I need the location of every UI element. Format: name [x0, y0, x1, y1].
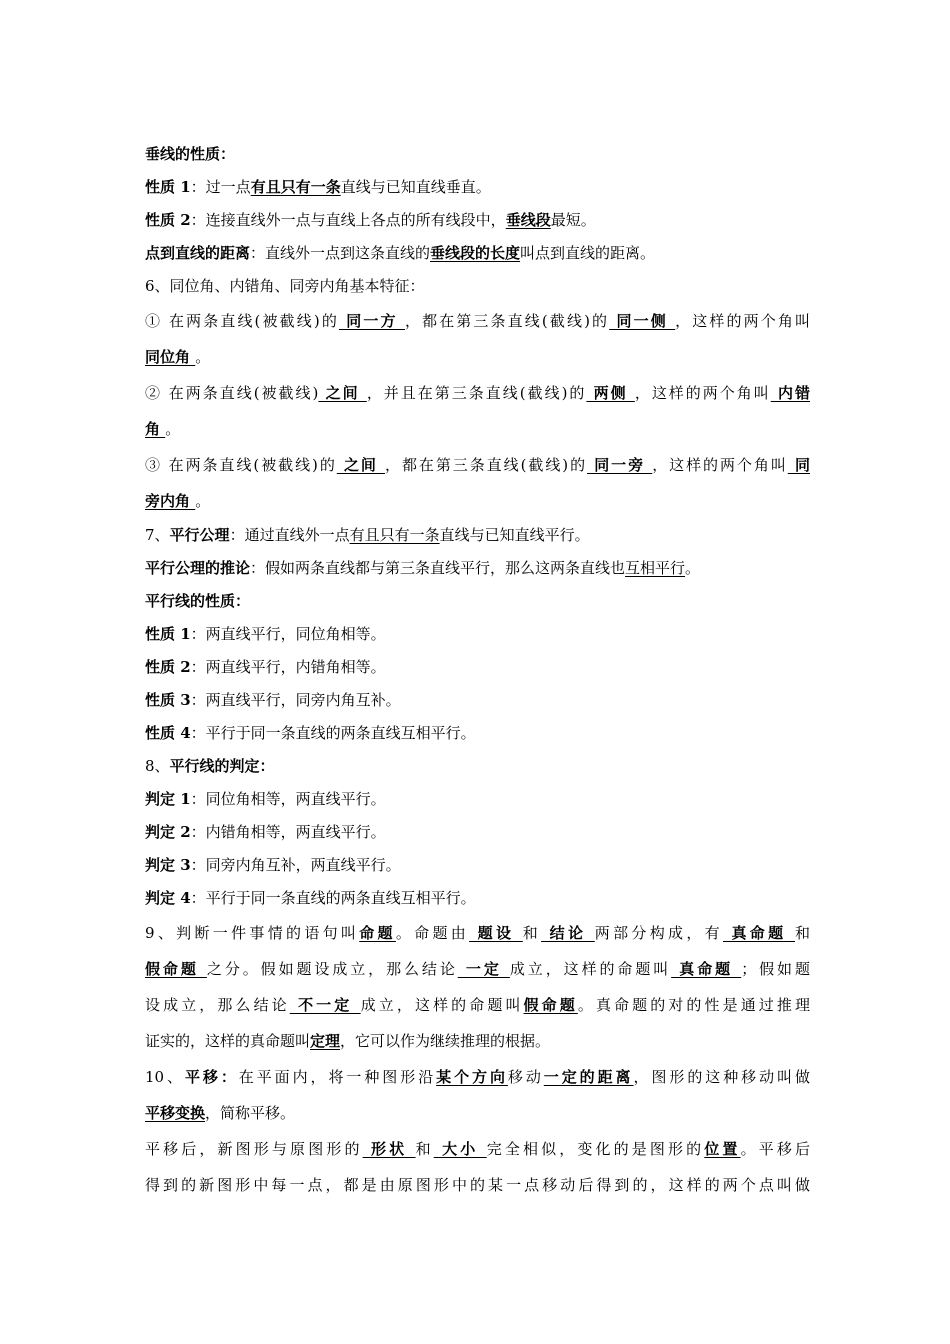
text-line: [145, 1095, 810, 1131]
emphasized-text: 平行线的性质：: [145, 592, 251, 610]
emphasized-text: 之间: [318, 384, 367, 402]
emphasized-text: 不一定: [289, 996, 361, 1014]
emphasized-text: 点到直线的距离: [145, 244, 251, 262]
text-segment: ：内错角相等，两直线平行。: [190, 823, 386, 841]
text-segment: 8、: [145, 757, 170, 775]
emphasized-text: 判定 1: [145, 790, 191, 808]
text-line: [145, 915, 810, 951]
emphasized-text: 判定 3: [145, 856, 191, 874]
text-segment: 和: [522, 924, 542, 942]
text-segment: 设成立，那么结论: [145, 996, 290, 1014]
text-segment: 。: [195, 348, 211, 366]
emphasized-text: 性质 2: [145, 658, 191, 676]
text-line: [145, 375, 810, 411]
emphasized-text: 同一方: [338, 312, 405, 330]
text-line: [145, 519, 810, 552]
emphasized-text: 同位角: [145, 348, 196, 366]
text-segment: ，简称平移。: [205, 1104, 296, 1122]
text-segment: 直线与已知直线平行。: [439, 526, 590, 544]
emphasized-text: 平行公理: [169, 526, 230, 544]
text-segment: ：同位角相等，两直线平行。: [190, 790, 386, 808]
text-segment: 成立，这样的命题叫: [509, 960, 672, 978]
text-segment: 9、判断一件事情的语句叫: [145, 924, 360, 942]
emphasized-text: 真命题: [671, 960, 742, 978]
text-line: [145, 411, 810, 447]
text-line: [145, 882, 810, 915]
emphasized-text: 真命题: [722, 924, 795, 942]
emphasized-text: 性质 3: [145, 691, 191, 709]
text-segment: 。真命题的对的性是通过推理: [577, 996, 810, 1014]
text-line: [145, 303, 810, 339]
text-segment: 得到的新图形中每一点，都是由原图形中的某一点移动后得到的，这样的两个点叫做: [145, 1176, 810, 1194]
emphasized-text: 假命题: [145, 960, 207, 978]
text-segment: 。: [165, 420, 181, 438]
text-line: [145, 849, 810, 882]
emphasized-text: 定理: [310, 1032, 341, 1050]
text-segment: ，这样的两个角叫: [652, 456, 788, 474]
text-segment: 平移后，新图形与原图形的: [145, 1140, 363, 1158]
emphasized-text: 垂线的性质：: [145, 145, 236, 163]
text-segment: ：假如两条直线都与第三条直线平行，那么这两条直线也: [250, 559, 626, 577]
text-segment: 最短。: [550, 211, 596, 229]
text-segment: ：同旁内角互补，两直线平行。: [190, 856, 401, 874]
emphasized-text: 假命题: [523, 996, 578, 1014]
text-segment: ，都在第三条直线(截线)的: [404, 312, 610, 330]
document-body: [145, 138, 810, 1203]
text-line: [145, 750, 810, 783]
text-segment: ，这样的两个角叫: [634, 384, 771, 402]
emphasized-text: 有且只有一条: [250, 178, 341, 196]
emphasized-text: 之间: [336, 456, 386, 474]
text-line: [145, 339, 810, 375]
text-segment: 两部分构成，有: [594, 924, 723, 942]
text-segment: 证实的，这样的真命题叫: [145, 1032, 311, 1050]
text-segment: 。: [685, 559, 701, 577]
text-line: [145, 552, 810, 585]
emphasized-text: 大小: [433, 1140, 487, 1158]
emphasized-text: 内错: [770, 384, 810, 402]
text-segment: ：通过直线外一点: [229, 526, 350, 544]
text-line: [145, 816, 810, 849]
text-line: [145, 783, 810, 816]
text-line: [145, 1059, 810, 1095]
text-line: [145, 204, 810, 237]
text-segment: 。平移后: [740, 1140, 810, 1158]
text-segment: ，图形的这种移动叫做: [633, 1068, 810, 1086]
text-segment: ：平行于同一条直线的两条直线互相平行。: [190, 889, 476, 907]
emphasized-text: 有且只有一条: [349, 526, 440, 544]
emphasized-text: 一定的距离: [543, 1068, 634, 1086]
emphasized-text: 同一侧: [609, 312, 676, 330]
text-segment: 直线与已知直线垂直。: [340, 178, 491, 196]
text-line: [145, 618, 810, 651]
emphasized-text: 判定 4: [145, 889, 191, 907]
emphasized-text: 平移：: [184, 1068, 239, 1086]
emphasized-text: 同: [787, 456, 810, 474]
text-segment: 7、: [145, 526, 170, 544]
text-line: [145, 1023, 810, 1059]
text-segment: ：两直线平行，同位角相等。: [190, 625, 386, 643]
emphasized-text: 垂线段: [505, 211, 551, 229]
text-segment: ③ 在两条直线(被截线)的: [145, 456, 337, 474]
emphasized-text: 同一旁: [587, 456, 653, 474]
emphasized-text: 题设: [469, 924, 523, 942]
text-line: [145, 651, 810, 684]
text-segment: 6、同位角、内错角、同旁内角基本特征：: [145, 277, 425, 295]
text-segment: 移动: [507, 1068, 544, 1086]
emphasized-text: 性质 2: [145, 211, 191, 229]
text-line: [145, 1167, 810, 1203]
text-segment: 。命题由: [395, 924, 470, 942]
emphasized-text: 结论: [541, 924, 595, 942]
emphasized-text: 位置: [704, 1140, 741, 1158]
emphasized-text: 某个方向: [436, 1068, 508, 1086]
text-segment: 叫点到直线的距离。: [520, 244, 656, 262]
text-segment: ，它可以作为继续推理的根据。: [340, 1032, 551, 1050]
emphasized-text: 旁内角: [145, 492, 196, 510]
emphasized-text: 平行公理的推论: [145, 559, 251, 577]
emphasized-text: 形状: [362, 1140, 416, 1158]
emphasized-text: 互相平行: [625, 559, 686, 577]
text-segment: 。: [195, 492, 211, 510]
text-segment: 和: [415, 1140, 434, 1158]
text-segment: ，这样的两个角叫: [675, 312, 810, 330]
emphasized-text: 平行线的判定：: [169, 757, 275, 775]
text-segment: ：过一点: [190, 178, 251, 196]
emphasized-text: 性质 1: [145, 625, 191, 643]
text-segment: ，并且在第三条直线(截线)的: [366, 384, 587, 402]
emphasized-text: 两侧: [586, 384, 635, 402]
text-segment: ① 在两条直线(被截线)的: [145, 312, 339, 330]
emphasized-text: 性质 1: [145, 178, 191, 196]
emphasized-text: 性质 4: [145, 724, 191, 742]
text-segment: ：直线外一点到这条直线的: [250, 244, 431, 262]
text-line: [145, 171, 810, 204]
text-line: [145, 684, 810, 717]
text-segment: ：平行于同一条直线的两条直线互相平行。: [190, 724, 476, 742]
emphasized-text: 命题: [359, 924, 396, 942]
text-segment: ② 在两条直线(被截线): [145, 384, 319, 402]
text-line: [145, 987, 810, 1023]
text-segment: 和: [794, 924, 810, 942]
text-segment: ：两直线平行，同旁内角互补。: [190, 691, 401, 709]
text-line: [145, 483, 810, 519]
text-line: [145, 1131, 810, 1167]
text-segment: 在平面内，将一种图形沿: [238, 1068, 437, 1086]
text-segment: 10、: [145, 1068, 185, 1086]
emphasized-text: 一定: [457, 960, 510, 978]
emphasized-text: 角: [145, 420, 166, 438]
text-line: [145, 138, 810, 171]
text-segment: ：两直线平行，内错角相等。: [190, 658, 386, 676]
emphasized-text: 垂线段的长度: [430, 244, 521, 262]
text-segment: ，都在第三条直线(截线)的: [385, 456, 588, 474]
text-segment: 之分。假如题设成立，那么结论: [206, 960, 458, 978]
text-segment: ：连接直线外一点与直线上各点的所有线段中，: [190, 211, 506, 229]
text-line: [145, 585, 810, 618]
text-segment: 成立，这样的命题叫: [360, 996, 524, 1014]
text-segment: ；假如题: [741, 960, 810, 978]
text-line: [145, 270, 810, 303]
text-line: [145, 447, 810, 483]
text-segment: 完全相似，变化的是图形的: [486, 1140, 705, 1158]
emphasized-text: 平移变换: [145, 1104, 206, 1122]
text-line: [145, 717, 810, 750]
text-line: [145, 951, 810, 987]
text-line: [145, 237, 810, 270]
emphasized-text: 判定 2: [145, 823, 191, 841]
